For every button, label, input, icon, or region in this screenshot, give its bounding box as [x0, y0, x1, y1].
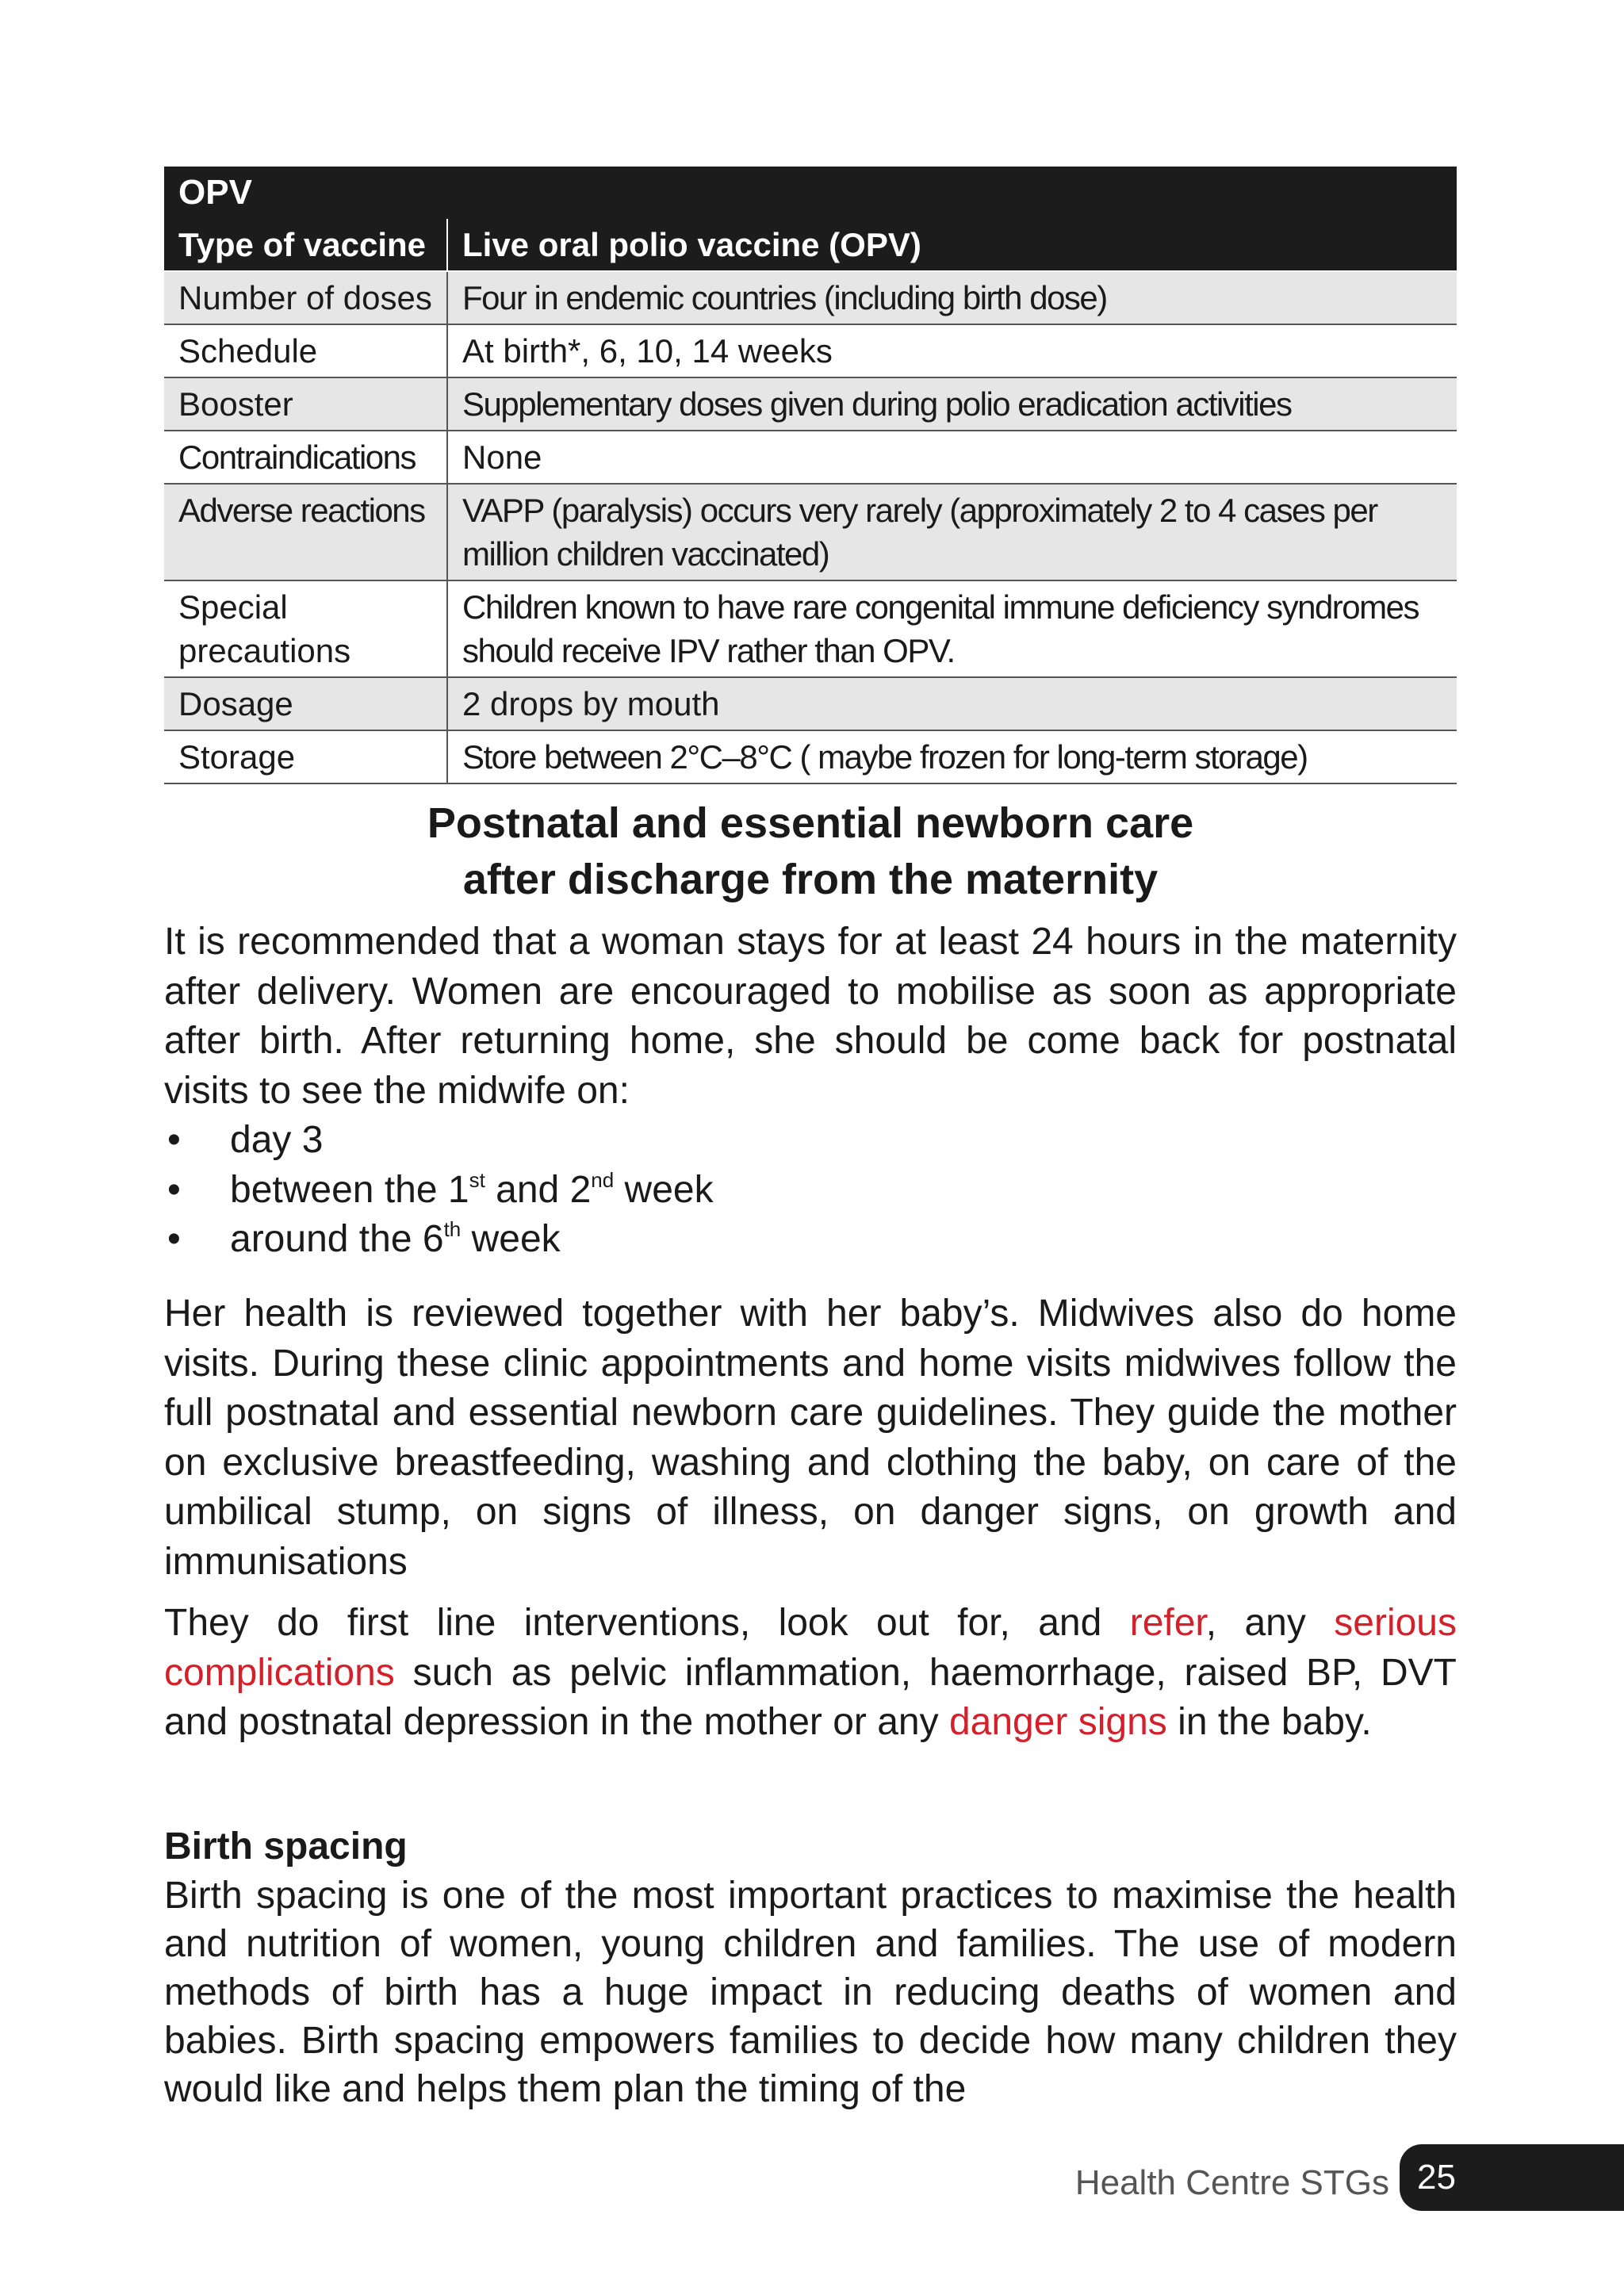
serious-complications-link[interactable]: serious complications [164, 1602, 1457, 1694]
list-item-text: around the 6 [230, 1218, 444, 1260]
bullet-icon: • [167, 1218, 181, 1260]
row-label: Special precautions [164, 581, 448, 676]
list-item-text: week [614, 1168, 714, 1211]
bullet-icon: • [167, 1119, 181, 1161]
section-heading-line1: Postnatal and essential newborn care [427, 799, 1194, 847]
ordinal-suffix: th [443, 1217, 462, 1241]
paragraph-text: such as pelvic inflammation, haemorrhage, raised BP, DVT and postnatal depression in the mother or any [164, 1651, 1457, 1743]
paragraph-text: , any [1205, 1602, 1335, 1644]
table-row [164, 581, 1457, 678]
row-label: Schedule [164, 325, 448, 377]
table-title: OPV [164, 167, 1457, 219]
table-row [164, 325, 1457, 378]
birth-spacing-paragraph: Birth spacing is one of the most important practices to maximise the health and nutrition of women, young children and families. The use of modern methods of birth has a huge impact in reducing deaths of women and babies. Birth spacing empowers families to decide how many children they would like and helps them plan the timing of the [164, 1875, 1457, 2110]
row-label: Contraindications [164, 431, 448, 483]
interventions-paragraph [164, 1599, 1457, 1748]
postnatal-visit-list [164, 1116, 1457, 1265]
section-heading [164, 795, 1457, 908]
list-item [164, 1116, 1457, 1166]
birth-spacing-heading: Birth spacing [164, 1825, 408, 1868]
bullet-icon: • [167, 1168, 181, 1211]
row-value: None [462, 439, 542, 476]
row-value: Children known to have rare congenital immune deficiency syndromes should receive IPV rather than OPV. [462, 588, 1419, 669]
danger-signs-link[interactable]: danger signs [948, 1701, 1167, 1743]
table-header-value: Live oral polio vaccine (OPV) [462, 226, 921, 263]
row-label: Dosage [164, 678, 448, 730]
table-row [164, 272, 1457, 325]
refer-link[interactable]: refer [1129, 1602, 1206, 1644]
list-item [164, 1166, 1457, 1216]
paragraph-text: They do first line interventions, look out for, and [164, 1602, 1130, 1644]
footer-label: Health Centre STGs [1074, 2163, 1389, 2202]
table-row [164, 378, 1457, 431]
opv-vaccine-table [164, 167, 1457, 784]
intro-paragraph: It is recommended that a woman stays for at least 24 hours in the maternity after delivery. Women are encouraged to mobilise as soon as appropriate after birth. After returning home, she should be come back for postnatal visits to see the midwife on: [164, 921, 1457, 1112]
ordinal-suffix: st [469, 1167, 485, 1192]
row-value: VAPP (paralysis) occurs very rarely (approximately 2 to 4 cases per million children vaccinated) [462, 492, 1377, 573]
table-row [164, 431, 1457, 485]
list-item-text: between the 1 [230, 1168, 469, 1211]
page-number: 25 [1417, 2158, 1456, 2197]
row-value: Four in endemic countries (including birth dose) [462, 279, 1107, 316]
section-heading-line2: after discharge from the maternity [462, 856, 1159, 903]
table-header-label: Type of vaccine [164, 219, 448, 270]
paragraph-text: in the baby. [1166, 1701, 1372, 1743]
list-item-text: week [461, 1218, 561, 1260]
health-review-paragraph: Her health is reviewed together with her baby’s. Midwives also do home visits. During these clinic appointments and home visits midwives follow the full postnatal and essential newborn care guidelines. They guide the mother on exclusive breastfeeding, washing and clothing the baby, on care of the umbilical stump, on signs of illness, on danger signs, on growth and immunisations [164, 1293, 1457, 1583]
row-label: Booster [164, 378, 448, 430]
row-value: At birth*, 6, 10, 14 weeks [462, 332, 833, 370]
row-label: Adverse reactions [164, 485, 448, 580]
row-label: Number of doses [164, 272, 448, 324]
row-label: Storage [164, 731, 448, 783]
row-value: 2 drops by mouth [462, 685, 720, 722]
table-row [164, 678, 1457, 731]
row-value: Supplementary doses given during polio eradication activities [462, 385, 1292, 423]
list-item [164, 1215, 1457, 1265]
row-value: Store between 2°C–8°C ( maybe frozen for long-term storage) [462, 738, 1308, 776]
table-row [164, 485, 1457, 581]
table-row [164, 731, 1457, 784]
ordinal-suffix: nd [591, 1167, 615, 1192]
list-item-text: day 3 [230, 1119, 324, 1161]
list-item-text: and 2 [485, 1168, 592, 1211]
table-header-row [164, 219, 1457, 272]
